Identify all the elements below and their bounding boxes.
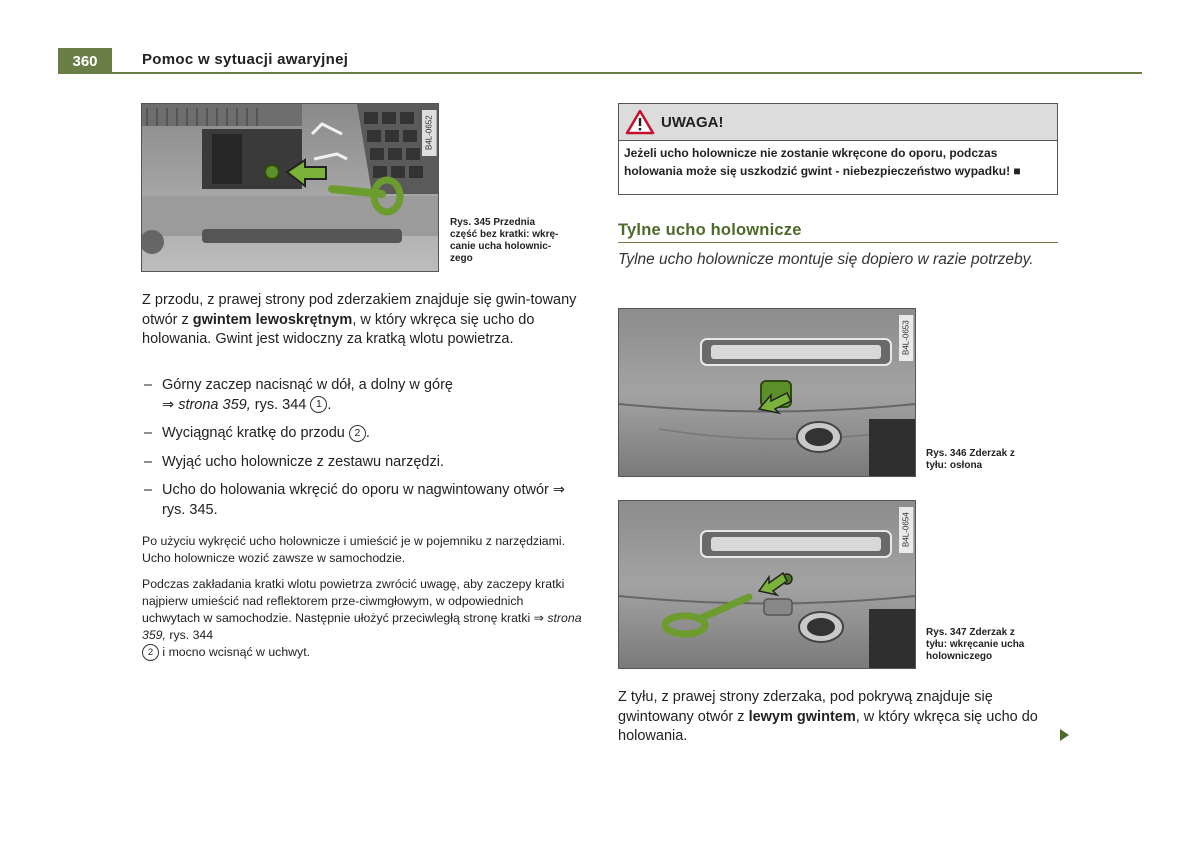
figure-code: B4L-0652 bbox=[422, 110, 437, 156]
step-item bbox=[142, 481, 584, 520]
rear-bottom-paragraph bbox=[618, 688, 1058, 747]
caption-line: tyłu: wkręcanie ucha bbox=[926, 639, 1025, 650]
note-after-use: Po użyciu wykręcić ucho holownicze i umieścić je w pojemniku z narzędziami. Ucho holownicze wozić zawsze w samochodzie. bbox=[142, 534, 566, 565]
text: . bbox=[327, 396, 332, 413]
step-text: Wyciągnąć kratkę do przodu bbox=[162, 425, 345, 441]
header-rule bbox=[58, 72, 1142, 74]
continue-arrow-icon bbox=[1060, 729, 1069, 741]
end-square-icon: ■ bbox=[1013, 163, 1021, 178]
caption-line: część bez kratki: wkrę- bbox=[450, 229, 559, 240]
warning-text bbox=[619, 141, 1057, 180]
callout-number: 2 bbox=[349, 425, 366, 442]
bold-text: gwintem lewoskrętnym bbox=[192, 311, 353, 328]
figure-ref: rys. 344 bbox=[165, 628, 214, 642]
arrow-icon: ⇒ bbox=[162, 396, 175, 413]
caption-line: Rys. 347 Zderzak z bbox=[926, 627, 1015, 638]
callout-number: 1 bbox=[310, 396, 327, 413]
step-text: Ucho do holowania wkręcić do oporu w nagwintowany otwór ⇒ rys. 345. bbox=[162, 482, 566, 518]
front-intro-paragraph bbox=[142, 291, 584, 350]
caption-line: canie ucha holownic- bbox=[450, 241, 552, 252]
figure-code: B4L-0654 bbox=[899, 507, 914, 553]
text: , w który wkręca się ucho do holowania. Gwint jest widoczny za kratką wlotu powietrza. bbox=[142, 311, 535, 347]
warning-triangle-icon bbox=[625, 109, 655, 135]
figure-code: B4L-0653 bbox=[899, 315, 914, 361]
step-item bbox=[142, 453, 584, 473]
warning-title: UWAGA! bbox=[661, 113, 724, 131]
section-title: Pomoc w sytuacji awaryjnej bbox=[142, 51, 349, 68]
note-grille-install bbox=[142, 576, 584, 661]
page-number: 360 bbox=[58, 48, 112, 74]
figure-346-rear-cover bbox=[618, 308, 916, 477]
callout-number: 2 bbox=[142, 644, 159, 661]
front-bumper-illustration bbox=[142, 104, 438, 271]
heading-rule bbox=[618, 242, 1058, 243]
page-ref: strona 359, bbox=[142, 611, 582, 642]
text: Podczas zakładania kratki wlotu powietrza zwrócić uwagę, aby zaczepy kratki najpierw umieścić nad reflektorem prze-ciwmgłowym, w odpowiednich uchwytach w samochodzie. Następnie ułożyć przeciwległą stronę kratki ⇒ bbox=[142, 577, 565, 625]
steps-list bbox=[142, 376, 584, 529]
step-item bbox=[142, 376, 584, 415]
rear-section-heading: Tylne ucho holownicze bbox=[618, 221, 802, 239]
step-text: Górny zaczep nacisnąć w dół, a dolny w górę bbox=[162, 377, 453, 393]
step-item bbox=[142, 424, 584, 444]
text: . bbox=[365, 425, 370, 441]
caption-line: holowniczego bbox=[926, 651, 993, 662]
figure-345-front-bumper bbox=[141, 103, 439, 272]
step-text: Wyjąć ucho holownicze z zestawu narzędzi. bbox=[162, 453, 444, 470]
text: i mocno wcisnąć w uchwyt. bbox=[159, 645, 311, 659]
page-ref: strona 359, bbox=[178, 396, 251, 413]
figure-ref: rys. 344 bbox=[254, 396, 307, 413]
figure-347-rear-eye bbox=[618, 500, 916, 669]
rear-tow-eye-illustration bbox=[619, 501, 915, 668]
figure-347-caption bbox=[926, 627, 1051, 663]
text: Jeżeli ucho holownicze nie zostanie wkręcone do oporu, podczas holowania może się uszkodzić gwint - niebezpieczeństwo wypadku! bbox=[624, 146, 1011, 178]
caption-line: Rys. 345 Przednia bbox=[450, 217, 536, 228]
text: Z przodu, z prawej strony pod zderzakiem znajduje się gwin-towany otwór z bbox=[142, 292, 577, 328]
text: , w który wkręca się ucho do holowania. bbox=[618, 708, 1038, 744]
caption-line: tyłu: osłona bbox=[926, 460, 983, 471]
figure-345-caption bbox=[450, 217, 585, 265]
text: Z tyłu, z prawej strony zderzaka, pod pokrywą znajduje się gwintowany otwór z bbox=[618, 689, 993, 725]
figure-346-caption bbox=[926, 448, 1051, 472]
caption-line: zego bbox=[450, 253, 473, 264]
bold-text: lewym gwintem bbox=[748, 708, 856, 725]
warning-header bbox=[619, 104, 1057, 141]
warning-box bbox=[618, 103, 1058, 195]
rear-intro-text: Tylne ucho holownicze montuje się dopiero w razie potrzeby. bbox=[618, 251, 1034, 268]
rear-bumper-cover-illustration bbox=[619, 309, 915, 476]
caption-line: Rys. 346 Zderzak z bbox=[926, 448, 1015, 459]
